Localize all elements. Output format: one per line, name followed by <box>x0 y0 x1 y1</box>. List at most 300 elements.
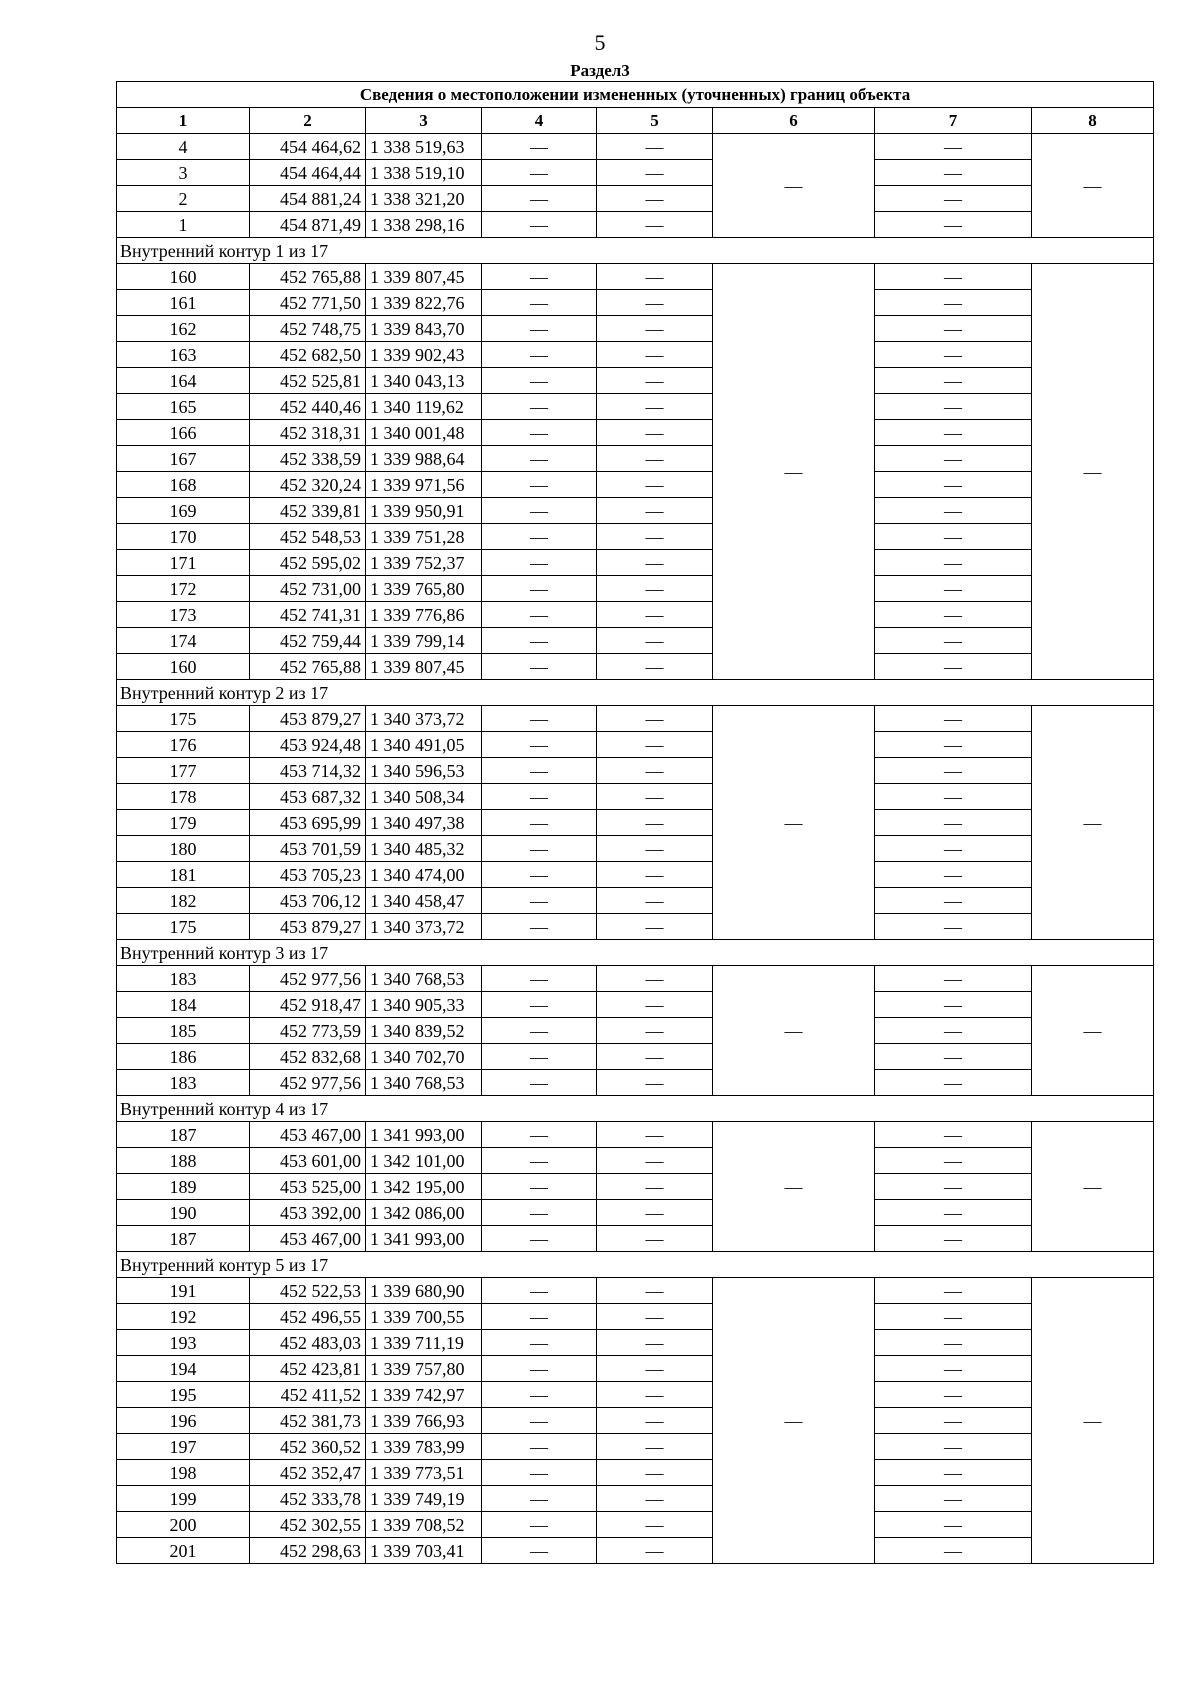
x-coordinate-cell: 453 687,32 <box>250 784 366 810</box>
column-7-cell: — <box>875 1330 1032 1356</box>
point-number-cell: 178 <box>117 784 250 810</box>
column-4-cell: — <box>482 862 597 888</box>
x-coordinate-cell: 452 440,46 <box>250 394 366 420</box>
boundary-table <box>116 81 1154 1564</box>
y-coordinate-cell: 1 339 703,41 <box>366 1538 482 1564</box>
y-coordinate-cell: 1 339 680,90 <box>366 1278 482 1304</box>
contour-title: Внутренний контур 4 из 17 <box>117 1096 1154 1122</box>
point-number-cell: 182 <box>117 888 250 914</box>
y-coordinate-cell: 1 339 765,80 <box>366 576 482 602</box>
column-4-cell: — <box>482 758 597 784</box>
table-caption: Сведения о местоположении измененных (уточненных) границ объекта <box>117 82 1154 108</box>
column-7-cell: — <box>875 706 1032 732</box>
point-number-cell: 196 <box>117 1408 250 1434</box>
point-number-cell: 2 <box>117 186 250 212</box>
column-7-cell: — <box>875 472 1032 498</box>
table-row <box>117 134 1154 160</box>
column-5-cell: — <box>597 134 713 160</box>
point-number-cell: 193 <box>117 1330 250 1356</box>
point-number-cell: 185 <box>117 1018 250 1044</box>
table-row <box>117 394 1154 420</box>
column-6-cell: — <box>713 134 875 238</box>
column-4-cell: — <box>482 602 597 628</box>
table-row <box>117 862 1154 888</box>
column-header-3: 3 <box>366 108 482 134</box>
point-number-cell: 197 <box>117 1434 250 1460</box>
table-row <box>117 576 1154 602</box>
point-number-cell: 171 <box>117 550 250 576</box>
x-coordinate-cell: 452 759,44 <box>250 628 366 654</box>
column-4-cell: — <box>482 966 597 992</box>
column-6-cell: — <box>713 264 875 680</box>
column-4-cell: — <box>482 1408 597 1434</box>
column-5-cell: — <box>597 1122 713 1148</box>
column-7-cell: — <box>875 160 1032 186</box>
column-5-cell: — <box>597 836 713 862</box>
column-5-cell: — <box>597 498 713 524</box>
point-number-cell: 180 <box>117 836 250 862</box>
table-row <box>117 992 1154 1018</box>
column-5-cell: — <box>597 1356 713 1382</box>
column-7-cell: — <box>875 862 1032 888</box>
table-row <box>117 836 1154 862</box>
x-coordinate-cell: 452 411,52 <box>250 1382 366 1408</box>
column-4-cell: — <box>482 1330 597 1356</box>
column-7-cell: — <box>875 524 1032 550</box>
x-coordinate-cell: 452 320,24 <box>250 472 366 498</box>
table-row <box>117 1044 1154 1070</box>
column-5-cell: — <box>597 550 713 576</box>
y-coordinate-cell: 1 340 043,13 <box>366 368 482 394</box>
column-7-cell: — <box>875 1278 1032 1304</box>
y-coordinate-cell: 1 340 768,53 <box>366 1070 482 1096</box>
column-5-cell: — <box>597 784 713 810</box>
column-4-cell: — <box>482 732 597 758</box>
column-7-cell: — <box>875 784 1032 810</box>
column-5-cell: — <box>597 992 713 1018</box>
column-4-cell: — <box>482 654 597 680</box>
x-coordinate-cell: 452 302,55 <box>250 1512 366 1538</box>
x-coordinate-cell: 452 682,50 <box>250 342 366 368</box>
y-coordinate-cell: 1 339 749,19 <box>366 1486 482 1512</box>
x-coordinate-cell: 452 773,59 <box>250 1018 366 1044</box>
table-row <box>117 1148 1154 1174</box>
column-7-cell: — <box>875 1304 1032 1330</box>
column-4-cell: — <box>482 212 597 238</box>
point-number-cell: 164 <box>117 368 250 394</box>
point-number-cell: 188 <box>117 1148 250 1174</box>
column-5-cell: — <box>597 1044 713 1070</box>
x-coordinate-cell: 452 483,03 <box>250 1330 366 1356</box>
table-row <box>117 732 1154 758</box>
point-number-cell: 172 <box>117 576 250 602</box>
column-4-cell: — <box>482 342 597 368</box>
column-7-cell: — <box>875 966 1032 992</box>
column-4-cell: — <box>482 524 597 550</box>
column-4-cell: — <box>482 706 597 732</box>
table-row <box>117 706 1154 732</box>
column-4-cell: — <box>482 420 597 446</box>
table-row <box>117 1018 1154 1044</box>
column-5-cell: — <box>597 1408 713 1434</box>
column-7-cell: — <box>875 368 1032 394</box>
column-5-cell: — <box>597 628 713 654</box>
column-4-cell: — <box>482 1278 597 1304</box>
table-row <box>117 472 1154 498</box>
x-coordinate-cell: 453 705,23 <box>250 862 366 888</box>
point-number-cell: 192 <box>117 1304 250 1330</box>
column-7-cell: — <box>875 550 1032 576</box>
point-number-cell: 174 <box>117 628 250 654</box>
column-4-cell: — <box>482 1434 597 1460</box>
column-7-cell: — <box>875 1226 1032 1252</box>
table-row <box>117 186 1154 212</box>
x-coordinate-cell: 453 924,48 <box>250 732 366 758</box>
column-5-cell: — <box>597 264 713 290</box>
x-coordinate-cell: 454 881,24 <box>250 186 366 212</box>
column-4-cell: — <box>482 134 597 160</box>
column-5-cell: — <box>597 342 713 368</box>
y-coordinate-cell: 1 339 799,14 <box>366 628 482 654</box>
table-body <box>117 134 1154 1564</box>
column-5-cell: — <box>597 576 713 602</box>
point-number-cell: 179 <box>117 810 250 836</box>
contour-group-row <box>117 1096 1154 1122</box>
table-row <box>117 1200 1154 1226</box>
column-7-cell: — <box>875 134 1032 160</box>
column-5-cell: — <box>597 1512 713 1538</box>
column-8-cell: — <box>1032 706 1154 940</box>
column-4-cell: — <box>482 1356 597 1382</box>
column-5-cell: — <box>597 368 713 394</box>
column-7-cell: — <box>875 264 1032 290</box>
table-row <box>117 1304 1154 1330</box>
table-row <box>117 966 1154 992</box>
y-coordinate-cell: 1 339 708,52 <box>366 1512 482 1538</box>
y-coordinate-cell: 1 339 766,93 <box>366 1408 482 1434</box>
x-coordinate-cell: 452 918,47 <box>250 992 366 1018</box>
table-row <box>117 1330 1154 1356</box>
point-number-cell: 181 <box>117 862 250 888</box>
column-5-cell: — <box>597 472 713 498</box>
point-number-cell: 3 <box>117 160 250 186</box>
column-7-cell: — <box>875 888 1032 914</box>
y-coordinate-cell: 1 341 993,00 <box>366 1226 482 1252</box>
column-4-cell: — <box>482 290 597 316</box>
page-number: 5 <box>594 30 606 55</box>
table-row <box>117 212 1154 238</box>
table-row <box>117 1512 1154 1538</box>
table-row <box>117 888 1154 914</box>
column-5-cell: — <box>597 446 713 472</box>
column-7-cell: — <box>875 1512 1032 1538</box>
column-5-cell: — <box>597 654 713 680</box>
y-coordinate-cell: 1 340 001,48 <box>366 420 482 446</box>
column-7-cell: — <box>875 186 1032 212</box>
column-7-cell: — <box>875 1408 1032 1434</box>
x-coordinate-cell: 453 695,99 <box>250 810 366 836</box>
column-7-cell: — <box>875 836 1032 862</box>
x-coordinate-cell: 452 318,31 <box>250 420 366 446</box>
column-7-cell: — <box>875 654 1032 680</box>
y-coordinate-cell: 1 339 751,28 <box>366 524 482 550</box>
column-7-cell: — <box>875 992 1032 1018</box>
point-number-cell: 169 <box>117 498 250 524</box>
column-7-cell: — <box>875 1538 1032 1564</box>
column-7-cell: — <box>875 1018 1032 1044</box>
point-number-cell: 1 <box>117 212 250 238</box>
column-header-4: 4 <box>482 108 597 134</box>
x-coordinate-cell: 452 548,53 <box>250 524 366 550</box>
table-row <box>117 524 1154 550</box>
column-5-cell: — <box>597 1538 713 1564</box>
column-5-cell: — <box>597 1278 713 1304</box>
column-4-cell: — <box>482 316 597 342</box>
column-7-cell: — <box>875 576 1032 602</box>
column-4-cell: — <box>482 914 597 940</box>
point-number-cell: 189 <box>117 1174 250 1200</box>
column-7-cell: — <box>875 602 1032 628</box>
y-coordinate-cell: 1 339 711,19 <box>366 1330 482 1356</box>
column-5-cell: — <box>597 888 713 914</box>
column-7-cell: — <box>875 810 1032 836</box>
x-coordinate-cell: 453 467,00 <box>250 1226 366 1252</box>
column-header-6: 6 <box>713 108 875 134</box>
column-4-cell: — <box>482 888 597 914</box>
x-coordinate-cell: 452 595,02 <box>250 550 366 576</box>
x-coordinate-cell: 452 741,31 <box>250 602 366 628</box>
x-coordinate-cell: 452 765,88 <box>250 264 366 290</box>
y-coordinate-cell: 1 338 519,63 <box>366 134 482 160</box>
x-coordinate-cell: 452 381,73 <box>250 1408 366 1434</box>
table-row <box>117 420 1154 446</box>
table-row <box>117 810 1154 836</box>
column-header-8: 8 <box>1032 108 1154 134</box>
y-coordinate-cell: 1 340 485,32 <box>366 836 482 862</box>
column-7-cell: — <box>875 628 1032 654</box>
point-number-cell: 168 <box>117 472 250 498</box>
point-number-cell: 175 <box>117 706 250 732</box>
column-5-cell: — <box>597 1382 713 1408</box>
column-header-1: 1 <box>117 108 250 134</box>
table-row <box>117 1382 1154 1408</box>
column-7-cell: — <box>875 420 1032 446</box>
x-coordinate-cell: 453 601,00 <box>250 1148 366 1174</box>
y-coordinate-cell: 1 338 298,16 <box>366 212 482 238</box>
point-number-cell: 184 <box>117 992 250 1018</box>
column-5-cell: — <box>597 524 713 550</box>
y-coordinate-cell: 1 340 702,70 <box>366 1044 482 1070</box>
column-7-cell: — <box>875 1460 1032 1486</box>
column-7-cell: — <box>875 732 1032 758</box>
table-row <box>117 368 1154 394</box>
column-4-cell: — <box>482 1486 597 1512</box>
contour-group-row <box>117 1252 1154 1278</box>
table-row <box>117 1356 1154 1382</box>
x-coordinate-cell: 452 352,47 <box>250 1460 366 1486</box>
point-number-cell: 176 <box>117 732 250 758</box>
column-7-cell: — <box>875 446 1032 472</box>
column-4-cell: — <box>482 836 597 862</box>
column-4-cell: — <box>482 576 597 602</box>
contour-group-row <box>117 680 1154 706</box>
table-row <box>117 160 1154 186</box>
y-coordinate-cell: 1 340 373,72 <box>366 706 482 732</box>
column-7-cell: — <box>875 1200 1032 1226</box>
column-4-cell: — <box>482 1226 597 1252</box>
column-5-cell: — <box>597 1330 713 1356</box>
column-8-cell: — <box>1032 1278 1154 1564</box>
column-5-cell: — <box>597 1226 713 1252</box>
x-coordinate-cell: 452 731,00 <box>250 576 366 602</box>
y-coordinate-cell: 1 341 993,00 <box>366 1122 482 1148</box>
point-number-cell: 187 <box>117 1226 250 1252</box>
x-coordinate-cell: 452 525,81 <box>250 368 366 394</box>
point-number-cell: 162 <box>117 316 250 342</box>
column-4-cell: — <box>482 810 597 836</box>
y-coordinate-cell: 1 339 773,51 <box>366 1460 482 1486</box>
column-5-cell: — <box>597 316 713 342</box>
x-coordinate-cell: 452 339,81 <box>250 498 366 524</box>
column-5-cell: — <box>597 706 713 732</box>
point-number-cell: 194 <box>117 1356 250 1382</box>
table-row <box>117 1460 1154 1486</box>
table-row <box>117 784 1154 810</box>
column-5-cell: — <box>597 602 713 628</box>
table-row <box>117 498 1154 524</box>
column-4-cell: — <box>482 368 597 394</box>
x-coordinate-cell: 452 298,63 <box>250 1538 366 1564</box>
column-8-cell: — <box>1032 1122 1154 1252</box>
contour-group-row <box>117 238 1154 264</box>
column-4-cell: — <box>482 1148 597 1174</box>
column-5-cell: — <box>597 966 713 992</box>
point-number-cell: 183 <box>117 966 250 992</box>
column-7-cell: — <box>875 1044 1032 1070</box>
y-coordinate-cell: 1 342 101,00 <box>366 1148 482 1174</box>
point-number-cell: 4 <box>117 134 250 160</box>
column-4-cell: — <box>482 1044 597 1070</box>
table-row <box>117 1408 1154 1434</box>
y-coordinate-cell: 1 340 768,53 <box>366 966 482 992</box>
point-number-cell: 187 <box>117 1122 250 1148</box>
y-coordinate-cell: 1 340 119,62 <box>366 394 482 420</box>
y-coordinate-cell: 1 339 757,80 <box>366 1356 482 1382</box>
column-5-cell: — <box>597 1018 713 1044</box>
x-coordinate-cell: 453 714,32 <box>250 758 366 784</box>
table-row <box>117 316 1154 342</box>
table-row <box>117 446 1154 472</box>
y-coordinate-cell: 1 340 839,52 <box>366 1018 482 1044</box>
column-4-cell: — <box>482 992 597 1018</box>
column-4-cell: — <box>482 1382 597 1408</box>
column-5-cell: — <box>597 394 713 420</box>
x-coordinate-cell: 452 360,52 <box>250 1434 366 1460</box>
contour-title: Внутренний контур 1 из 17 <box>117 238 1154 264</box>
column-5-cell: — <box>597 862 713 888</box>
point-number-cell: 173 <box>117 602 250 628</box>
point-number-cell: 190 <box>117 1200 250 1226</box>
point-number-cell: 183 <box>117 1070 250 1096</box>
table-row <box>117 1278 1154 1304</box>
column-5-cell: — <box>597 1486 713 1512</box>
column-4-cell: — <box>482 1018 597 1044</box>
point-number-cell: 200 <box>117 1512 250 1538</box>
point-number-cell: 175 <box>117 914 250 940</box>
column-5-cell: — <box>597 1174 713 1200</box>
column-7-cell: — <box>875 914 1032 940</box>
column-header-5: 5 <box>597 108 713 134</box>
contour-title: Внутренний контур 5 из 17 <box>117 1252 1154 1278</box>
column-5-cell: — <box>597 212 713 238</box>
table-row <box>117 914 1154 940</box>
column-7-cell: — <box>875 1122 1032 1148</box>
x-coordinate-cell: 453 879,27 <box>250 914 366 940</box>
column-4-cell: — <box>482 1070 597 1096</box>
y-coordinate-cell: 1 339 807,45 <box>366 264 482 290</box>
table-row <box>117 628 1154 654</box>
y-coordinate-cell: 1 340 905,33 <box>366 992 482 1018</box>
x-coordinate-cell: 453 879,27 <box>250 706 366 732</box>
x-coordinate-cell: 452 522,53 <box>250 1278 366 1304</box>
y-coordinate-cell: 1 340 497,38 <box>366 810 482 836</box>
column-4-cell: — <box>482 1512 597 1538</box>
column-4-cell: — <box>482 472 597 498</box>
column-header-2: 2 <box>250 108 366 134</box>
x-coordinate-cell: 452 338,59 <box>250 446 366 472</box>
table-row <box>117 342 1154 368</box>
column-7-cell: — <box>875 1486 1032 1512</box>
point-number-cell: 160 <box>117 654 250 680</box>
column-6-cell: — <box>713 1122 875 1252</box>
column-7-cell: — <box>875 316 1032 342</box>
table-row <box>117 1538 1154 1564</box>
table-row <box>117 1070 1154 1096</box>
column-6-cell: — <box>713 966 875 1096</box>
x-coordinate-cell: 453 701,59 <box>250 836 366 862</box>
y-coordinate-cell: 1 338 321,20 <box>366 186 482 212</box>
column-5-cell: — <box>597 160 713 186</box>
column-4-cell: — <box>482 1538 597 1564</box>
table-row <box>117 1122 1154 1148</box>
column-5-cell: — <box>597 1304 713 1330</box>
table-row <box>117 1434 1154 1460</box>
column-7-cell: — <box>875 1070 1032 1096</box>
column-7-cell: — <box>875 1148 1032 1174</box>
y-coordinate-cell: 1 339 843,70 <box>366 316 482 342</box>
column-5-cell: — <box>597 420 713 446</box>
column-5-cell: — <box>597 186 713 212</box>
column-7-cell: — <box>875 394 1032 420</box>
y-coordinate-cell: 1 340 373,72 <box>366 914 482 940</box>
column-4-cell: — <box>482 1122 597 1148</box>
column-5-cell: — <box>597 1460 713 1486</box>
table-row <box>117 264 1154 290</box>
table-row <box>117 1486 1154 1512</box>
column-7-cell: — <box>875 290 1032 316</box>
y-coordinate-cell: 1 339 807,45 <box>366 654 482 680</box>
y-coordinate-cell: 1 339 822,76 <box>366 290 482 316</box>
column-4-cell: — <box>482 446 597 472</box>
column-8-cell: — <box>1032 966 1154 1096</box>
x-coordinate-cell: 452 977,56 <box>250 966 366 992</box>
column-4-cell: — <box>482 1304 597 1330</box>
point-number-cell: 199 <box>117 1486 250 1512</box>
column-5-cell: — <box>597 732 713 758</box>
column-5-cell: — <box>597 758 713 784</box>
point-number-cell: 177 <box>117 758 250 784</box>
y-coordinate-cell: 1 340 596,53 <box>366 758 482 784</box>
